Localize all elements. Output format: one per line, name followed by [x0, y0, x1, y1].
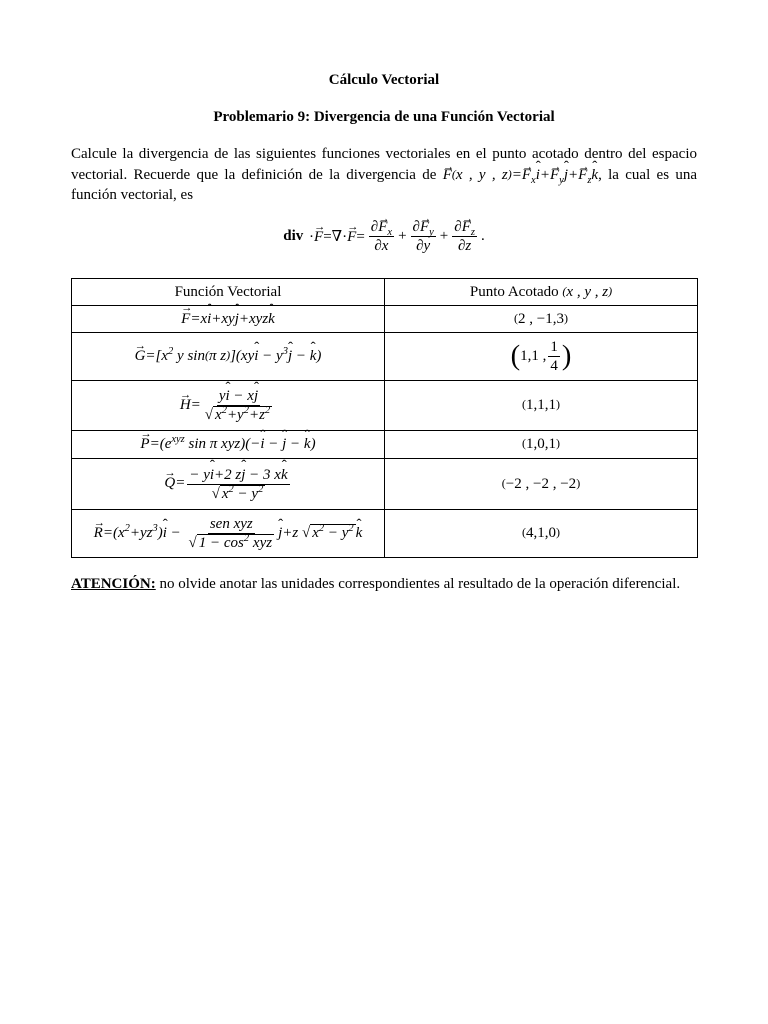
function-h: → H= $\frac{\text{yˆ i − xˆ j}}{√ x^2+y^2+z^2}$: [72, 381, 385, 431]
divergence-definition-formula: div ·→ F=∇·→ F= $\frac{\partial\to F_x}{\partial x}$ + $\frac{\partial\to F_y}{\partial y}$ + $\frac{\partial\to F_z}{\partial z}$ .: [0, 218, 768, 255]
table-row: [72, 510, 698, 558]
function-q: → Q= $\frac{\text{− yˆ i+2 zˆ j − 3 xˆ k}}{√ x^2 - y^2}$: [72, 459, 385, 510]
page-subtitle: Problemario 9: Divergencia de una Función Vectorial: [213, 109, 555, 125]
attention-note: [71, 576, 711, 593]
field-definition-formula: → F(x , y , $z)=\to F_xˆ$ $i+\to F_yˆ$ $j+\to F_zˆ$ k: [443, 167, 598, 183]
point-cell: (1,1 , $\frac{1}{4}$ ): [385, 333, 698, 381]
function-p: → $P=(e^{xyz}$ sin π xyz)(−ˆ i − ˆ j − ˆ k): [72, 431, 385, 459]
header-function: Función Vectorial: [72, 279, 385, 306]
header-point: Punto Acotado (x , y , z): [385, 279, 698, 306]
point-cell: (2 , −1,3): [385, 306, 698, 333]
intro-paragraph: [71, 144, 697, 205]
attention-label: ATENCIÓN:: [71, 576, 156, 592]
function-r: → $R=(x^2+yz^3)ˆ$ i − $\frac{\text{sen xyz}}{√ 1 - \cos^2 xyz}$ ˆ j+z √ $x^2$ − $y^2ˆ$ k: [72, 510, 385, 558]
div-label: div: [283, 228, 304, 244]
table-row: [72, 431, 698, 459]
point-cell: (1,1,1): [385, 381, 698, 431]
table-row: [72, 306, 698, 333]
table-row: [72, 459, 698, 510]
function-g: → $G=[x^2$ y sin(π z)](xyˆ $i - y^3ˆ$ j − ˆ k): [72, 333, 385, 381]
function-f: → F=xˆ i+xyˆ j+xyzˆ k: [72, 306, 385, 333]
intro-text-2: , la cual es una función vectorial, es: [71, 167, 697, 203]
table-row: [72, 381, 698, 431]
table-row: [72, 333, 698, 381]
page-title: Cálculo Vectorial: [328, 72, 440, 88]
attention-text: no olvide anotar las unidades correspondientes al resultado de la operación diferencial.: [155, 576, 681, 592]
point-cell: (4,1,0): [385, 510, 698, 558]
point-cell: (−2 , −2 , −2): [385, 459, 698, 510]
intro-text-1: Calcule la divergencia de las siguientes funciones vectoriales en el punto acotado dentro del espacio vectorial. Recuerde que la definición de la divergencia de: [71, 146, 697, 183]
point-cell: (1,0,1): [385, 431, 698, 459]
exercise-table: [71, 278, 698, 558]
